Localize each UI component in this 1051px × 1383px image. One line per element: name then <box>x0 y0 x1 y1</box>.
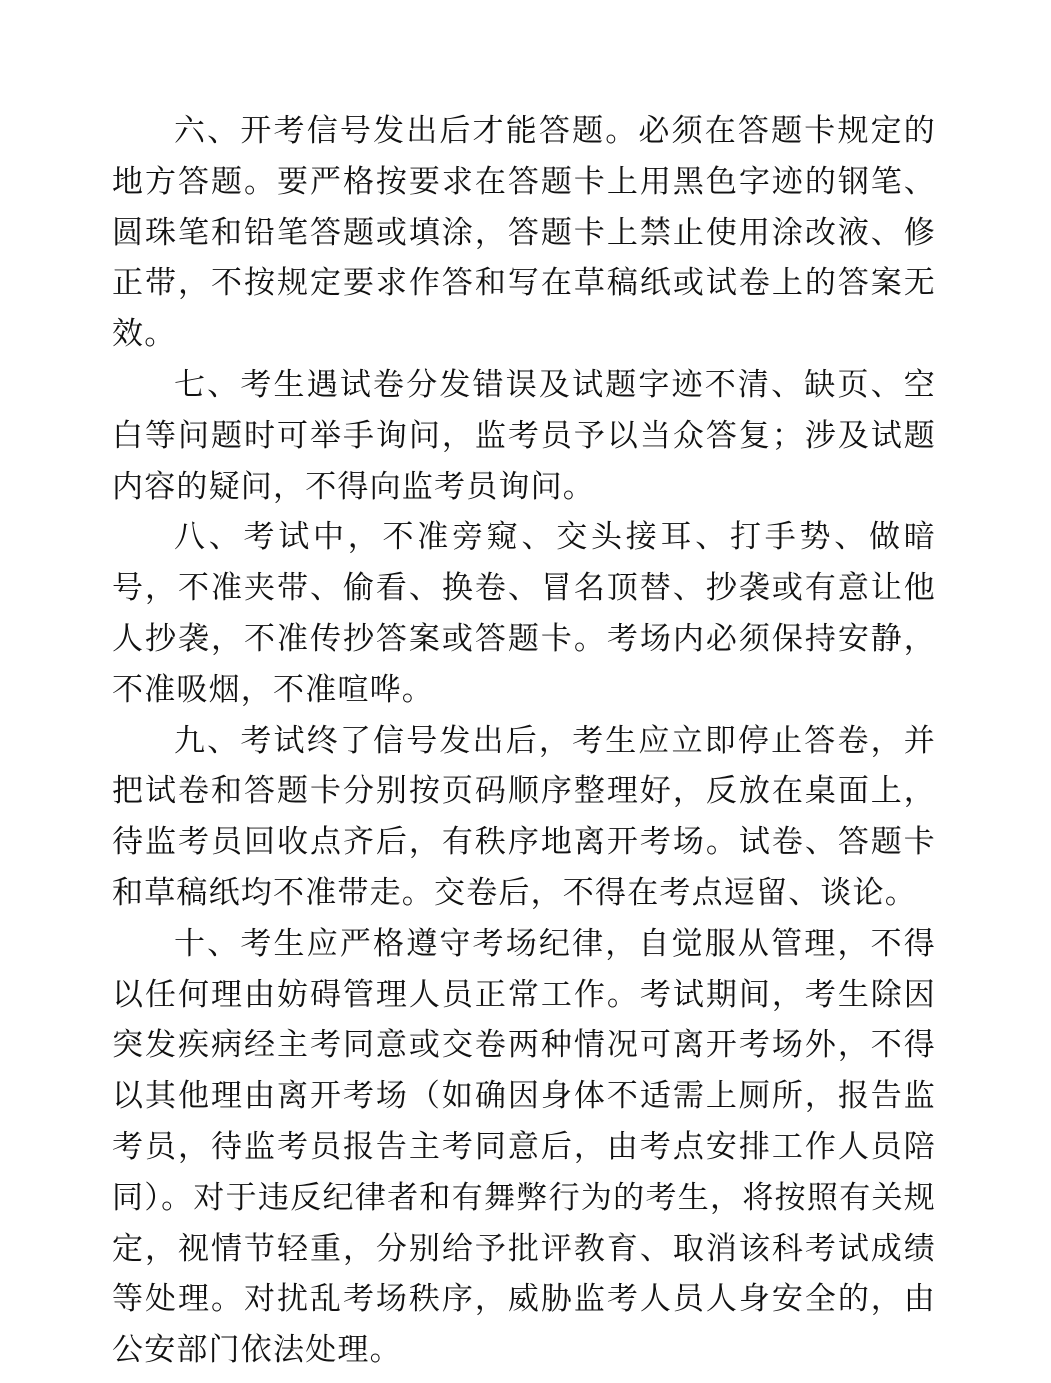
paragraph-rule-8: 八、考试中，不准旁窥、交头接耳、打手势、做暗号，不准夹带、偷看、换卷、冒名顶替、抄袭或有意让他人抄袭，不准传抄答案或答题卡。考场内必须保持安静，不准吸烟，不准喧哗。 <box>112 519 936 708</box>
paragraph-rule-10: 十、考生应严格遵守考场纪律，自觉服从管理，不得以任何理由妨碍管理人员正常工作。考试期间，考生除因突发疾病经主考同意或交卷两种情况可离开考场外，不得以其他理由离开考场（如确因身体不适需上厕所，报告监考员，待监考员报告主考同意后，由考点安排工作人员陪同）。对于违反纪律者和有舞弊行为的考生，将按照有关规定，视情节轻重，分别给予批评教育、取消该科考试成绩等处理。对扰乱考场秩序，威胁监考人员人身安全的，由公安部门依法处理。 <box>112 925 936 1369</box>
paragraph-rule-7: 七、考生遇试卷分发错误及试题字迹不清、缺页、空白等问题时可举手询问，监考员予以当众答复；涉及试题内容的疑问，不得向监考员询问。 <box>112 366 936 505</box>
document-body <box>112 106 936 1376</box>
paragraph-rule-6: 六、开考信号发出后才能答题。必须在答题卡规定的地方答题。要严格按要求在答题卡上用黑色字迹的钢笔、圆珠笔和铅笔答题或填涂，答题卡上禁止使用涂改液、修正带，不按规定要求作答和写在草稿纸或试卷上的答案无效。 <box>112 113 936 353</box>
paragraph-rule-9: 九、考试终了信号发出后，考生应立即停止答卷，并把试卷和答题卡分别按页码顺序整理好，反放在桌面上，待监考员回收点齐后，有秩序地离开考场。试卷、答题卡和草稿纸均不准带走。交卷后，不得在考点逗留、谈论。 <box>112 722 936 911</box>
